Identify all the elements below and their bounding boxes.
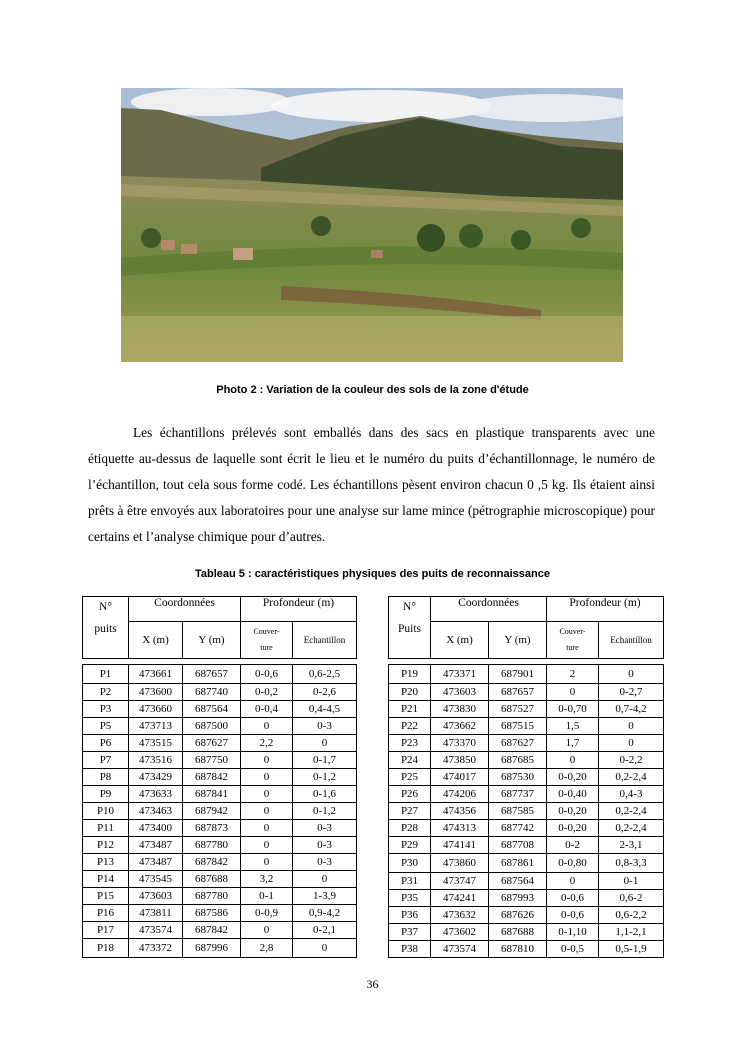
table-cell: P31 xyxy=(389,873,431,890)
table-cell: 0,4-3 xyxy=(599,786,664,803)
table-cell: 0-2,7 xyxy=(599,684,664,701)
table-cell: 0-0,70 xyxy=(547,701,599,718)
table-cell: 473574 xyxy=(431,941,489,958)
table-cell: P35 xyxy=(389,890,431,907)
table-cell: 687742 xyxy=(489,820,547,837)
table-cell: 0-0,6 xyxy=(241,665,293,684)
table-cell: 473633 xyxy=(129,786,183,803)
table-row xyxy=(389,718,664,735)
x-header: X (m) xyxy=(129,622,183,659)
table-cell: P11 xyxy=(83,820,129,837)
table-cell: 0-0,20 xyxy=(547,820,599,837)
table-row xyxy=(389,924,664,941)
table-cell: 1,5 xyxy=(547,718,599,735)
table-row xyxy=(83,701,357,718)
table-cell: 0 xyxy=(241,803,293,820)
table-cell: 0 xyxy=(241,922,293,939)
table-cell: 473600 xyxy=(129,684,183,701)
table-cell: P25 xyxy=(389,769,431,786)
y-header: Y (m) xyxy=(183,622,241,659)
table-cell: P30 xyxy=(389,854,431,873)
table-cell: 0-3 xyxy=(293,820,357,837)
table-cell: 0 xyxy=(241,769,293,786)
table-cell: 473487 xyxy=(129,837,183,854)
table-row xyxy=(83,786,357,803)
table-cell: 687750 xyxy=(183,752,241,769)
table-cell: 687942 xyxy=(183,803,241,820)
table-cell: P7 xyxy=(83,752,129,769)
table-row xyxy=(389,684,664,701)
table-cell: 474206 xyxy=(431,786,489,803)
x-header: X (m) xyxy=(431,622,489,659)
table-cell: 473811 xyxy=(129,905,183,922)
table-cell: 0-2 xyxy=(547,837,599,854)
table-cell: 0 xyxy=(241,752,293,769)
table-cell: 0,5-1,9 xyxy=(599,941,664,958)
table-row xyxy=(389,854,664,873)
table-cell: 687688 xyxy=(183,871,241,888)
coordinates-header: Coordonnées xyxy=(431,597,547,622)
table-cell: 687585 xyxy=(489,803,547,820)
table-cell: 473516 xyxy=(129,752,183,769)
table-cell: 0 xyxy=(293,871,357,888)
table-cell: 687780 xyxy=(183,888,241,905)
table-cell: 2 xyxy=(547,665,599,684)
table-cell: 0,6-2,2 xyxy=(599,907,664,924)
table-cell: 0-0,9 xyxy=(241,905,293,922)
table-row xyxy=(83,939,357,958)
table-cell: 0-0,80 xyxy=(547,854,599,873)
table-cell: 0-0,6 xyxy=(547,890,599,907)
table-cell: P2 xyxy=(83,684,129,701)
table-cell: 473463 xyxy=(129,803,183,820)
cover-header: Couver- ture xyxy=(547,622,599,659)
table-cell: 687530 xyxy=(489,769,547,786)
table-row xyxy=(83,905,357,922)
table-cell: P15 xyxy=(83,888,129,905)
table-cell: P23 xyxy=(389,735,431,752)
table-row xyxy=(389,803,664,820)
table-row xyxy=(83,665,357,684)
table-cell: P12 xyxy=(83,837,129,854)
table-cell: 687708 xyxy=(489,837,547,854)
table-cell: 473860 xyxy=(431,854,489,873)
table-cell: 473545 xyxy=(129,871,183,888)
table-row xyxy=(389,701,664,718)
table-cell: 473632 xyxy=(431,907,489,924)
table-cell: P17 xyxy=(83,922,129,939)
table-row xyxy=(83,769,357,786)
table-cell: 687626 xyxy=(489,907,547,924)
table-cell: 0,8-3,3 xyxy=(599,854,664,873)
table-cell: 0 xyxy=(293,939,357,958)
table-cell: 0-0,5 xyxy=(547,941,599,958)
table-cell: 0 xyxy=(293,735,357,752)
table-cell: P22 xyxy=(389,718,431,735)
table-cell: 0,7-4,2 xyxy=(599,701,664,718)
table-cell: 0 xyxy=(547,752,599,769)
table-cell: P5 xyxy=(83,718,129,735)
table-row xyxy=(83,718,357,735)
table-cell: P29 xyxy=(389,837,431,854)
table-cell: 687842 xyxy=(183,854,241,871)
depth-header: Profondeur (m) xyxy=(241,597,357,622)
table-row xyxy=(83,837,357,854)
table-cell: P16 xyxy=(83,905,129,922)
table-cell: 0-0,2 xyxy=(241,684,293,701)
table-cell: 474356 xyxy=(431,803,489,820)
wells-table-left xyxy=(82,596,357,958)
table-cell: 687993 xyxy=(489,890,547,907)
table-cell: P24 xyxy=(389,752,431,769)
table-cell: 473662 xyxy=(431,718,489,735)
table-cell: 473574 xyxy=(129,922,183,939)
table-cell: P3 xyxy=(83,701,129,718)
table-cell: 0 xyxy=(241,837,293,854)
table-cell: 3,2 xyxy=(241,871,293,888)
table-cell: 0-0,20 xyxy=(547,803,599,820)
table-cell: 2-3,1 xyxy=(599,837,664,854)
table-cell: 473371 xyxy=(431,665,489,684)
wells-table-right xyxy=(388,596,664,958)
table-cell: 0-1 xyxy=(241,888,293,905)
table-cell: P19 xyxy=(389,665,431,684)
table-cell: 0-1,10 xyxy=(547,924,599,941)
table-cell: 473515 xyxy=(129,735,183,752)
body-paragraph: Les échantillons prélevés sont emballés dans des sacs en plastique transparents avec une étiquette au-dessus de laquelle sont écrit le lieu et le numéro du puits d’échantillonnage, le numéro de l’échantillon, tout cela sous forme codé. Les échantillons pèsent environ chacun 0 ,5 kg. Ils étaient ainsi prêts à être envoyés aux laboratoires pour une analyse sur lame mince (pétrographie microscopique) pour certains et l’analyse chimique pour d’autres. xyxy=(88,425,655,544)
table-cell: 0-2,2 xyxy=(599,752,664,769)
table-cell: 473661 xyxy=(129,665,183,684)
table-row xyxy=(389,890,664,907)
table-cell: 473603 xyxy=(431,684,489,701)
table-cell: P21 xyxy=(389,701,431,718)
table-row xyxy=(389,941,664,958)
table-cell: 0,6-2,5 xyxy=(293,665,357,684)
table-cell: 0 xyxy=(241,718,293,735)
table-cell: P10 xyxy=(83,803,129,820)
table-cell: 0 xyxy=(599,665,664,684)
table-cell: 687873 xyxy=(183,820,241,837)
table-cell: 0,2-2,4 xyxy=(599,820,664,837)
y-header: Y (m) xyxy=(489,622,547,659)
table-cell: 473602 xyxy=(431,924,489,941)
table-cell: P28 xyxy=(389,820,431,837)
table-cell: P9 xyxy=(83,786,129,803)
table-cell: P36 xyxy=(389,907,431,924)
table-cell: 0-1,6 xyxy=(293,786,357,803)
table-cell: 687657 xyxy=(183,665,241,684)
table-cell: 0-1 xyxy=(599,873,664,890)
table-cell: P6 xyxy=(83,735,129,752)
table-row xyxy=(389,752,664,769)
table-cell: 687842 xyxy=(183,922,241,939)
table-cell: 0-2,1 xyxy=(293,922,357,939)
photo-caption: Photo 2 : Variation de la couleur des sols de la zone d'étude xyxy=(216,384,529,396)
table-cell: 687527 xyxy=(489,701,547,718)
table-row xyxy=(83,888,357,905)
table-cell: 474241 xyxy=(431,890,489,907)
table-row xyxy=(389,735,664,752)
table-cell: 0 xyxy=(241,854,293,871)
table-cell: 0 xyxy=(241,820,293,837)
table-cell: P13 xyxy=(83,854,129,871)
table-cell: 0,2-2,4 xyxy=(599,803,664,820)
table-cell: 0-1,7 xyxy=(293,752,357,769)
table-row xyxy=(83,735,357,752)
table-cell: P37 xyxy=(389,924,431,941)
table-row xyxy=(83,803,357,820)
table-cell: 473660 xyxy=(129,701,183,718)
table-cell: P26 xyxy=(389,786,431,803)
table-cell: 687515 xyxy=(489,718,547,735)
table-row xyxy=(389,873,664,890)
table-cell: 687841 xyxy=(183,786,241,803)
table-cell: 687564 xyxy=(183,701,241,718)
table-cell: 0,2-2,4 xyxy=(599,769,664,786)
table-cell: P20 xyxy=(389,684,431,701)
table-cell: 474017 xyxy=(431,769,489,786)
table-cell: 0-3 xyxy=(293,854,357,871)
page-number: 36 xyxy=(366,977,379,991)
table-cell: P14 xyxy=(83,871,129,888)
table-row xyxy=(83,871,357,888)
table-cell: 687586 xyxy=(183,905,241,922)
well-number-header: N° Puits xyxy=(389,597,431,659)
table-cell: P1 xyxy=(83,665,129,684)
table-cell: 1-3,9 xyxy=(293,888,357,905)
cover-header: Couver- ture xyxy=(241,622,293,659)
table-cell: 687996 xyxy=(183,939,241,958)
table-row xyxy=(389,665,664,684)
table-cell: 0-3 xyxy=(293,718,357,735)
table-cell: 0,6-2 xyxy=(599,890,664,907)
table-cell: 473400 xyxy=(129,820,183,837)
table-cell: 0-0,20 xyxy=(547,769,599,786)
coordinates-header: Coordonnées xyxy=(129,597,241,622)
table-cell: 473372 xyxy=(129,939,183,958)
table-row xyxy=(389,907,664,924)
table-cell: 473830 xyxy=(431,701,489,718)
table-cell: 2,2 xyxy=(241,735,293,752)
table-cell: 687627 xyxy=(489,735,547,752)
table-cell: 687688 xyxy=(489,924,547,941)
table-row xyxy=(389,786,664,803)
table-row xyxy=(389,837,664,854)
table-cell: 1,1-2,1 xyxy=(599,924,664,941)
landscape-photo xyxy=(121,88,623,362)
table-row xyxy=(389,769,664,786)
table-cell: 1,7 xyxy=(547,735,599,752)
table-cell: P38 xyxy=(389,941,431,958)
table-cell: 687780 xyxy=(183,837,241,854)
table-caption: Tableau 5 : caractéristiques physiques des puits de reconnaissance xyxy=(195,568,550,580)
table-cell: 473713 xyxy=(129,718,183,735)
table-cell: 0-0,40 xyxy=(547,786,599,803)
table-cell: 2,8 xyxy=(241,939,293,958)
table-cell: 473603 xyxy=(129,888,183,905)
table-cell: 687810 xyxy=(489,941,547,958)
table-cell: 687737 xyxy=(489,786,547,803)
table-cell: 0-0,6 xyxy=(547,907,599,924)
table-cell: 473747 xyxy=(431,873,489,890)
table-cell: 473429 xyxy=(129,769,183,786)
table-cell: P27 xyxy=(389,803,431,820)
table-cell: 687842 xyxy=(183,769,241,786)
landscape-photo-icon xyxy=(121,88,623,362)
table-cell: 687740 xyxy=(183,684,241,701)
table-cell: 687564 xyxy=(489,873,547,890)
table-cell: 0 xyxy=(547,873,599,890)
table-cell: 0-3 xyxy=(293,837,357,854)
well-number-header: N° puits xyxy=(83,597,129,659)
table-cell: 687861 xyxy=(489,854,547,873)
table-cell: 687627 xyxy=(183,735,241,752)
table-row xyxy=(83,820,357,837)
table-cell: P8 xyxy=(83,769,129,786)
table-cell: 473850 xyxy=(431,752,489,769)
table-row xyxy=(83,752,357,769)
sample-header: Echantillon xyxy=(599,622,664,659)
table-cell: 0 xyxy=(547,684,599,701)
table-row xyxy=(83,684,357,701)
table-cell: 0-0,4 xyxy=(241,701,293,718)
table-cell: 0-1,2 xyxy=(293,769,357,786)
table-row xyxy=(389,820,664,837)
table-cell: P18 xyxy=(83,939,129,958)
table-cell: 0 xyxy=(599,735,664,752)
table-cell: 0 xyxy=(241,786,293,803)
table-cell: 687901 xyxy=(489,665,547,684)
table-cell: 0,4-4,5 xyxy=(293,701,357,718)
table-cell: 687500 xyxy=(183,718,241,735)
table-cell: 473370 xyxy=(431,735,489,752)
table-cell: 0-2,6 xyxy=(293,684,357,701)
table-cell: 687657 xyxy=(489,684,547,701)
table-cell: 474141 xyxy=(431,837,489,854)
table-row xyxy=(83,922,357,939)
table-cell: 0,9-4,2 xyxy=(293,905,357,922)
table-cell: 687685 xyxy=(489,752,547,769)
table-cell: 473487 xyxy=(129,854,183,871)
table-cell: 474313 xyxy=(431,820,489,837)
table-row xyxy=(83,854,357,871)
table-cell: 0 xyxy=(599,718,664,735)
depth-header: Profondeur (m) xyxy=(547,597,664,622)
table-cell: 0-1,2 xyxy=(293,803,357,820)
sample-header: Echantillon xyxy=(293,622,357,659)
